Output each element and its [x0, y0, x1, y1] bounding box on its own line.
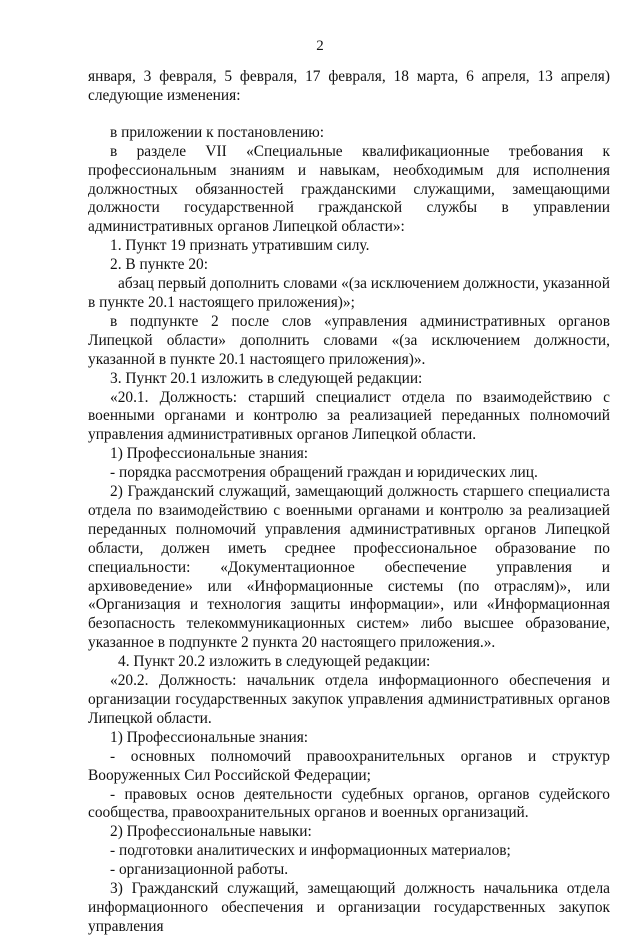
paragraph-20-1-education: 2) Гражданский служащий, замещающий должность старшего специалиста отдела по взаимодействию с военными органами и контролю за реализацией переданных полномочий управления административных органов Липецкой области, должен иметь среднее профессиональное образование по специальности: «Документационное обеспечение управления и архивоведение» или «Информационные системы (по отраслям)», или «Организация и технология защиты информации», или «Информационная безопасность телекоммуникационных систем» либо высшее образование, указанное в подпункте 2 пункта 20 настоящего приложения.».: [88, 483, 610, 652]
paragraph-20-1-knowledge: 1) Профессиональные знания:: [110, 445, 309, 463]
paragraph-20-2-skills-item-1: - подготовки аналитических и информационных материалов;: [110, 842, 511, 860]
paragraph-section-vii: в разделе VII «Специальные квалификационные требования к профессиональным знаниям и навыкам, необходимым для исполнения должностных обязанностей гражданскими служащими, замещающими должности государственной гражданской службы в управлении административных органов Липецкой области»:: [88, 142, 610, 236]
paragraph-20-2-skills-item-2: - организационной работы.: [110, 861, 289, 879]
paragraph-20-2-skills: 2) Профессиональные навыки:: [110, 823, 312, 841]
paragraph-item-2-subpoint: в подпункте 2 после слов «управления административных органов Липецкой области» дополнить словами «(за исключением должности, указанной в пункте 20.1 настоящего приложения)».: [88, 312, 610, 368]
paragraph-20-2-knowledge: 1) Профессиональные знания:: [110, 728, 309, 746]
paragraph-item-4: 4. Пункт 20.2 изложить в следующей редакции:: [118, 653, 431, 671]
paragraph-item-2: 2. В пункте 20:: [110, 256, 209, 274]
paragraph-item-3: 3. Пункт 20.1 изложить в следующей редакции:: [110, 369, 423, 387]
paragraph-20-2-education: 3) Гражданский служащий, замещающий должность начальника отдела информационного обеспечения и организации государственных закупок управления: [88, 880, 610, 935]
paragraph-20-2-knowledge-item-2: - правовых основ деятельности судебных органов, органов судейского сообщества, правоохранительных органов и военных организаций.: [88, 785, 610, 822]
paragraph-20-2-title: «20.2. Должность: начальник отдела информационного обеспечения и организации государственных закупок управления административных органов Липецкой области.: [88, 672, 610, 727]
paragraph-20-1-title: «20.1. Должность: старший специалист отдела по взаимодействию с военными органами и контролю за реализацией переданных полномочий управления административных органов Липецкой области.: [88, 388, 610, 444]
document-body: [88, 68, 610, 937]
paragraph-20-2-knowledge-item-1: - основных полномочий правоохранительных органов и структур Вооруженных Сил Российской Федерации;: [88, 747, 610, 784]
paragraph-intro: января, 3 февраля, 5 февраля, 17 февраля, 18 марта, 6 апреля, 13 апреля) следующие изменения:: [88, 68, 610, 104]
paragraph-item-1: 1. Пункт 19 признать утратившим силу.: [110, 237, 370, 255]
paragraph-item-2-abzac: абзац первый дополнить словами «(за исключением должности, указанной в пункте 20.1 настоящего приложения)»;: [88, 275, 610, 311]
page-number: 2: [316, 38, 324, 54]
paragraph-20-1-knowledge-item: - порядка рассмотрения обращений граждан и юридических лиц.: [110, 464, 538, 482]
paragraph-appendix: в приложении к постановлению:: [110, 123, 325, 141]
